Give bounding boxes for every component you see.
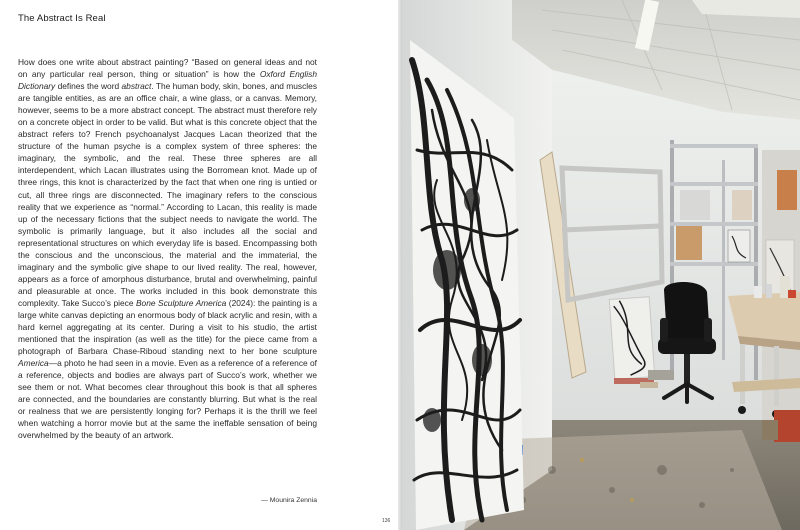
essay-text-run: —a photo he had seen in a movie. Even as a reference of a reference of a reference, objects and bodies are always part of Succo’s work, whether we see them or not. What becomes clear throughout this book is that all spheres are connected, and the boundaries are constantly blurring. But what is the real or realness that we are persistently longing for? Perhaps it is the thrill we feel when watching a horror movie but at the same the ineffable sensation of being overwhelmed by the beauty of an artwork. [18, 358, 317, 441]
essay-italic-run: Bone Sculpture America [135, 297, 227, 308]
essay-italic-run: America [18, 358, 49, 369]
essay-italic-run: abstract [121, 81, 152, 92]
running-head: The Abstract Is Real [18, 13, 106, 24]
essay-text-run: defines the word [55, 81, 122, 92]
author-signature: — Mounira Zennia [261, 497, 317, 504]
essay-body [18, 56, 317, 442]
page-number: 136 [382, 518, 391, 524]
studio-photo [402, 0, 800, 530]
essay-text-run: How does one write about abstract painting? “Based on general ideas and not on any particular real person, thing or situation” is how the [18, 57, 317, 80]
essay-text-run: . The human body, skin, bones, and muscles are tangible entities, as are an office chair, a wine glass, or a canvas. Memory, however, seems to be a more abstract concept. The abstract must therefore rely on a concrete object in order to be valid. But what is this concrete object that the abstract refers to? French psychoanalyst Jacques Lacan theorized that the structure of the human psyche is a complex system of three spheres: the imaginary, the symbolic, and the real. These three spheres are all interdependent, which Lacan illustrates using the Borromean knot. Made up of three rings, this knot is characterized by the fact that when one ring is untied or cut, all three rings are disconnected. The imaginary refers to the conscious reality that we experience as “normal.” According to Lacan, this reality is made up of the necessary fictions that the subject needs to navigate the world. The symbolic is primarily language, but it also includes all the social and representational structures on which everyday life is based. Encompassing both the conscious and the unconscious, the material and the immaterial, the imaginary and the symbolic give shape to our lived reality. The real, however, appears as a force of amorphous disturbance, brutal and overwhelming, painful and pleasurable at once. The works included in this book demonstrate this complexity. Take Succo’s piece [18, 81, 318, 308]
essay-text-run: (2024): the painting is a large white canvas depicting an enormous body of black acrylic and resin, with a hard kernel aggregating at its center. During a visit to his studio, the artist mentioned that the inspiration (as well as the title) for the piece came from a photograph of Barbara Chase-Riboud standing next to her bone sculpture [18, 297, 317, 357]
essay-italic-run: Oxford English Dictionary [18, 69, 317, 92]
black-painting [410, 40, 524, 530]
studio-photo-image [402, 0, 800, 530]
